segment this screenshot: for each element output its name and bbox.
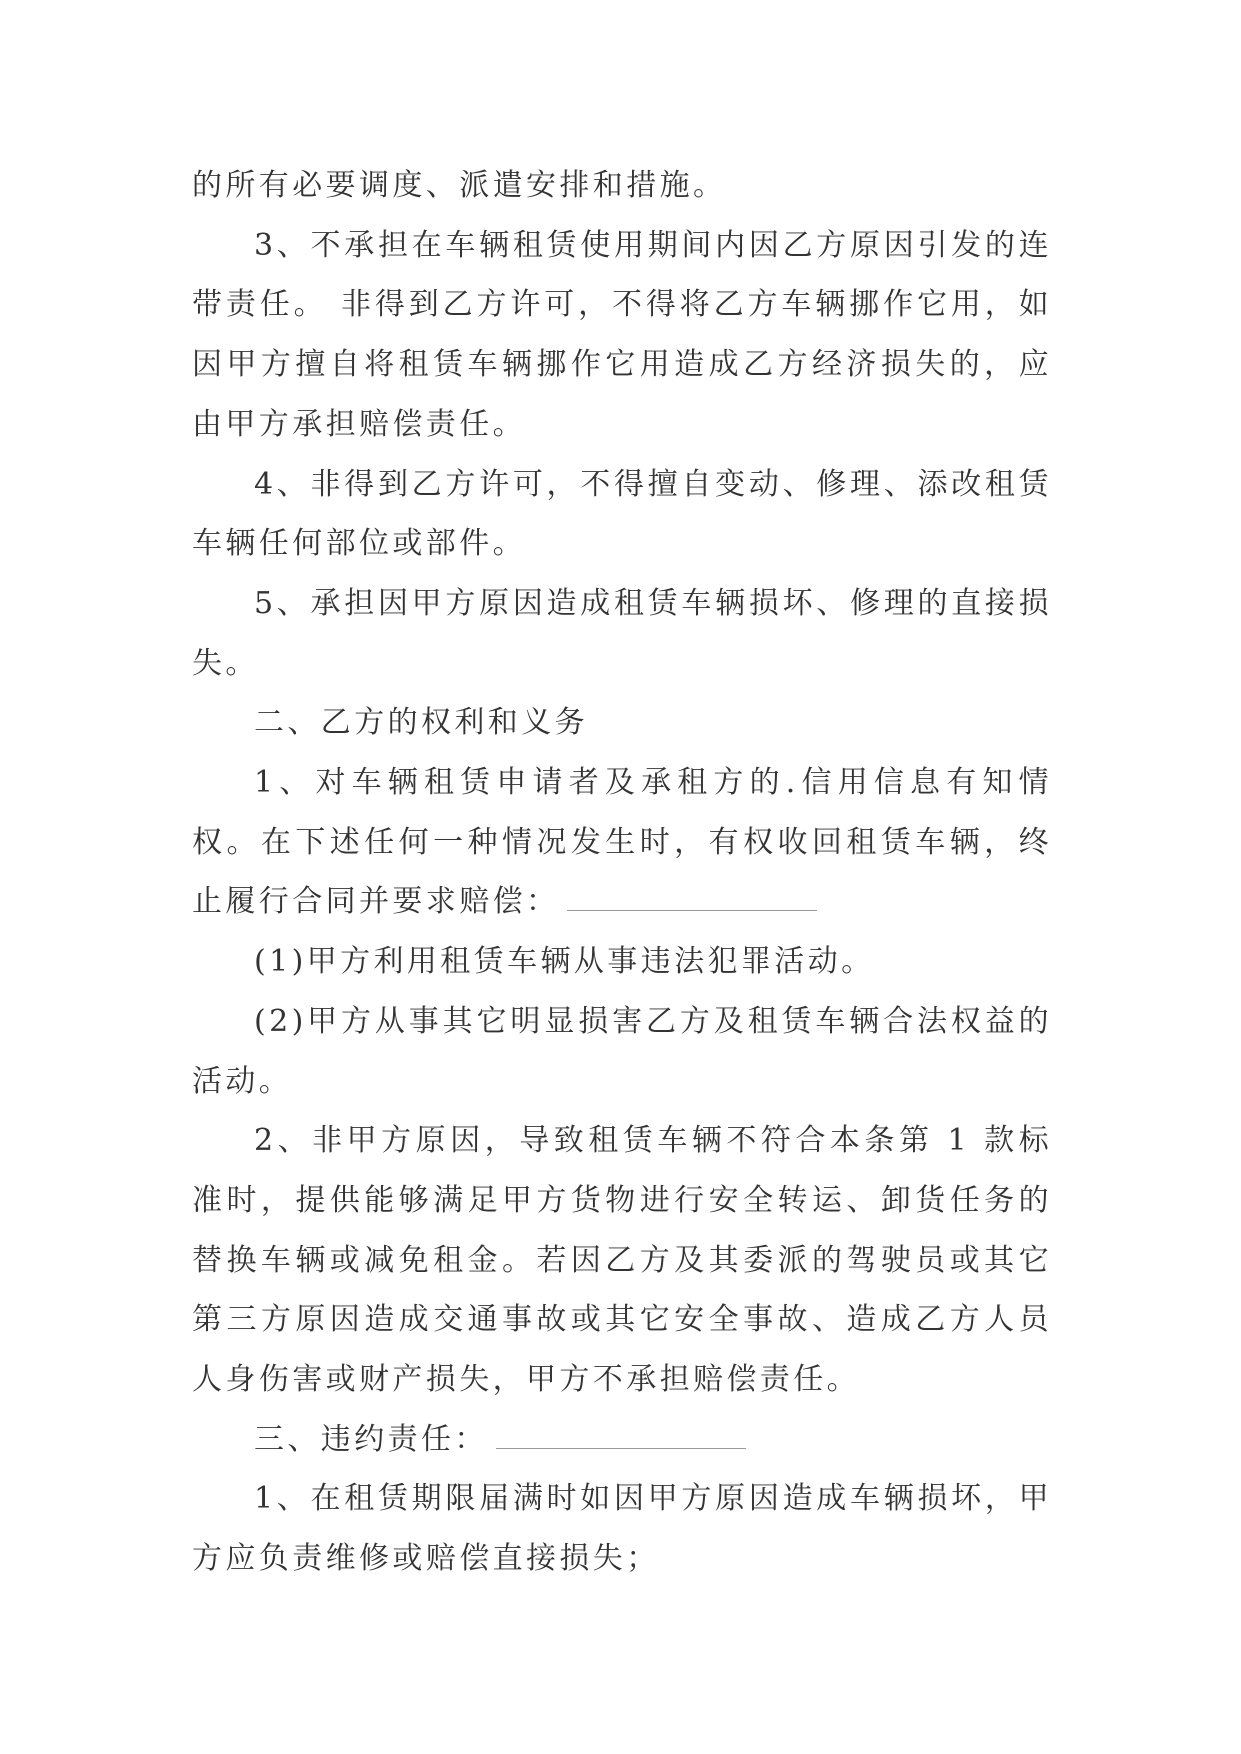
paragraph-7 (192, 932, 1052, 992)
paragraph-2 (192, 216, 1052, 455)
section-heading-2-text: 二、乙方的权利和义务 (254, 705, 588, 741)
section-heading-3 (192, 1410, 1052, 1470)
section-heading-3-text: 三、违约责任： (254, 1421, 488, 1457)
paragraph-1-text: 的所有必要调度、派遣安排和措施。 (192, 168, 727, 203)
paragraph-11-text: 1、在租赁期限届满时如因甲方原因造成车辆损坏，甲方应负责维修或赔偿直接损失； (192, 1481, 1052, 1577)
paragraph-3-text: 4、非得到乙方许可，不得擅自变动、修理、添改租赁车辆任何部位或部件。 (192, 466, 1052, 562)
paragraph-9 (192, 1111, 1052, 1410)
paragraph-11 (192, 1469, 1052, 1588)
paragraph-7-text: (1)甲方利用租赁车辆从事违法犯罪活动。 (254, 944, 875, 980)
paragraph-2-text: 3、不承担在车辆租赁使用期间内因乙方原因引发的连带责任。 非得到乙方许可，不得将乙方车辆挪作它用，如因甲方擅自将租赁车辆挪作它用造成乙方经济损失的，应由甲方承担赔偿责任。 (192, 227, 1052, 442)
paragraph-8-text: (2)甲方从事其它明显损害乙方及租赁车辆合法权益的活动。 (192, 1003, 1052, 1099)
fill-in-blank-line (496, 1447, 746, 1449)
paragraph-4 (192, 574, 1052, 693)
paragraph-9-text: 2、非甲方原因，导致租赁车辆不符合本条第 1 款标准时，提供能够满足甲方货物进行安全转运、卸货任务的替换车辆或减免租金。若因乙方及其委派的驾驶员或其它第三方原因造成交通事故或其它安全事故、造成乙方人员人身伤害或财产损失，甲方不承担赔偿责任。 (192, 1123, 1052, 1398)
paragraph-3 (192, 455, 1052, 574)
document-body (192, 156, 1052, 1589)
section-heading-2 (192, 693, 1052, 753)
fill-in-blank-line (567, 909, 817, 911)
paragraph-6 (192, 753, 1052, 932)
paragraph-8 (192, 992, 1052, 1111)
paragraph-1 (192, 156, 1052, 216)
paragraph-4-text: 5、承担因甲方原因造成租赁车辆损坏、修理的直接损失。 (192, 585, 1052, 681)
paragraph-6-text: 1、对车辆租赁申请者及承租方的.信用信息有知情权。在下述任何一种情况发生时，有权收回租赁车辆，终止履行合同并要求赔偿： (192, 765, 1052, 920)
